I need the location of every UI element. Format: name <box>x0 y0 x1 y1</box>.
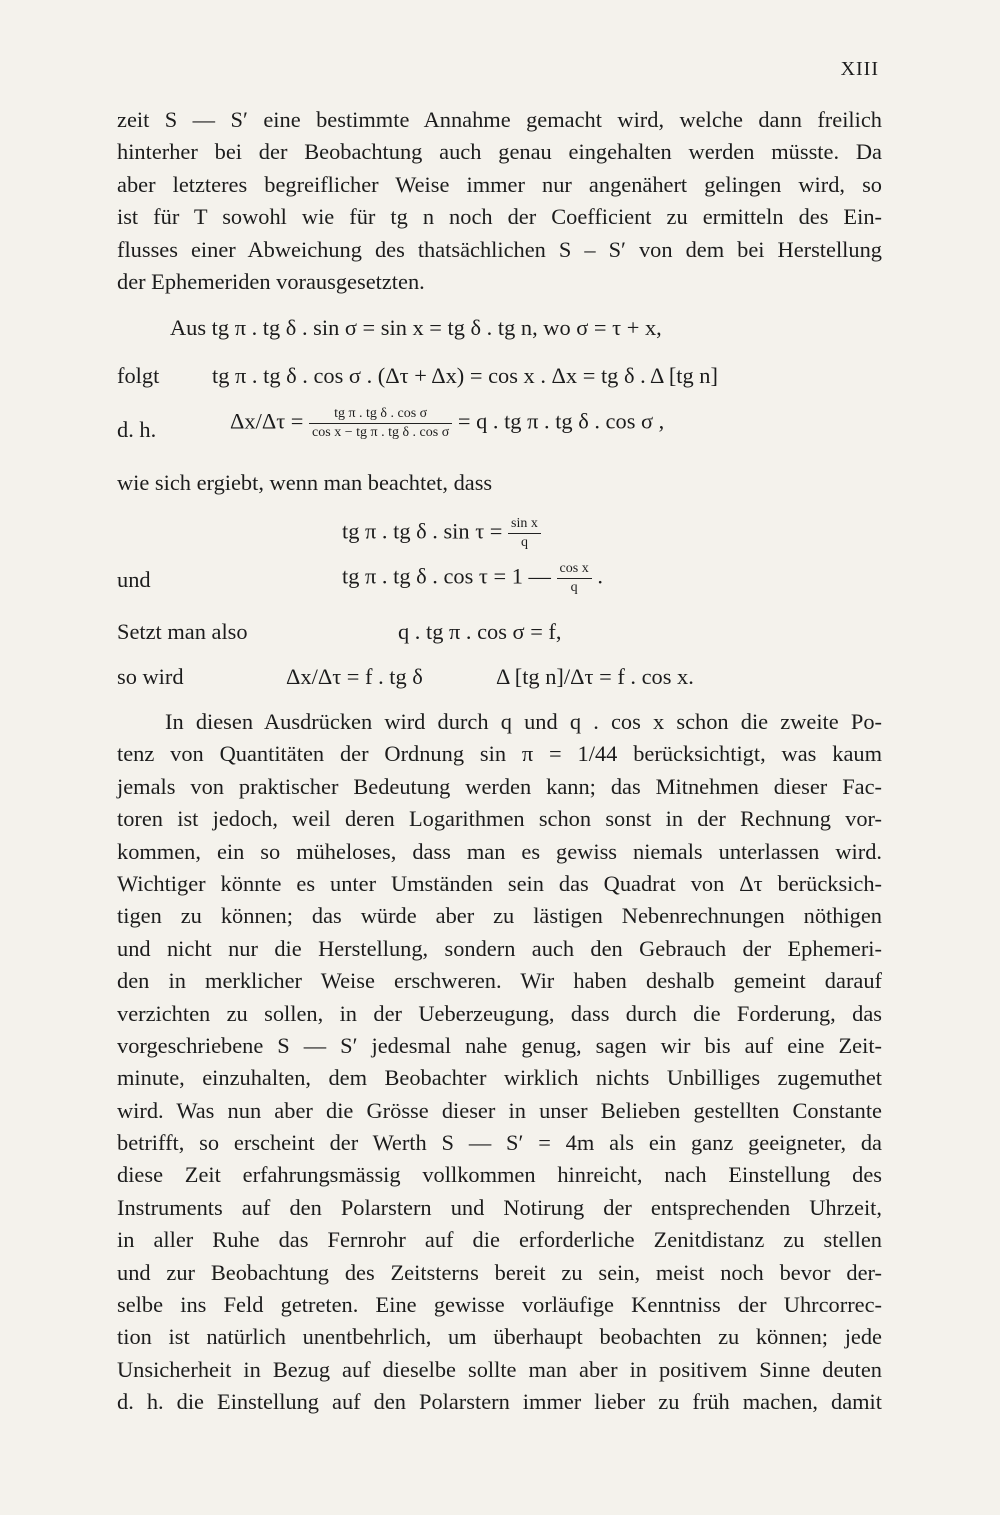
equation-dh-lhs: Δx/Δτ = <box>230 408 304 434</box>
equation-so-2: Δ [tg n]/Δτ = f . cos x. <box>496 664 694 689</box>
text-line: Instruments auf den Polarstern und Notirung der entsprechenden Uhrzeit, <box>117 1194 882 1220</box>
text-line: ist für T sowohl wie für tg n noch der Coefficient zu ermitteln des Ein- <box>117 204 882 230</box>
text-line: jemals von praktischer Bedeutung werden kann; das Mitnehmen dieser Fac- <box>117 773 882 799</box>
equation-cos-numerator: cos x <box>557 560 592 579</box>
text-line: tion ist natürlich unentbehrlich, um überhaupt beobachten zu können; jede <box>117 1324 882 1350</box>
text-line: tigen zu können; das würde aber zu lästigen Nebenrechnungen nöthigen <box>117 903 882 929</box>
equation-sin-lhs: tg π . tg δ . sin τ = <box>342 518 503 544</box>
text-line: in aller Ruhe das Fernrohr auf die erforderliche Zenitdistanz zu stellen <box>117 1227 882 1253</box>
page-number: XIII <box>840 58 879 80</box>
equation-so-1: Δx/Δτ = f . tg δ <box>286 664 423 689</box>
text-line: betrifft, so erscheint der Werth S — S′ = 4m als ein ganz geeigneter, da <box>117 1130 882 1156</box>
equation-dh-numerator: tg π . tg δ . cos σ <box>309 405 452 424</box>
label-setzt: Setzt man also <box>117 619 248 644</box>
equation-dh-rhs: = q . tg π . tg δ . cos σ , <box>457 408 665 434</box>
text-line: und nicht nur die Herstellung, sondern auch den Gebrauch der Ephemeri- <box>117 935 882 961</box>
equation-cos <box>342 560 603 597</box>
text-line: aber letzteres begreiflicher Weise immer nur angenähert gelingen wird, so <box>117 171 882 197</box>
text-line: flusses einer Abweichung des thatsächlichen S – S′ von dem bei Herstellung <box>117 236 882 262</box>
label-und: und <box>117 567 151 592</box>
text-line: den in merklicher Weise erschweren. Wir haben deshalb gemeint darauf <box>117 968 882 994</box>
equation-folgt: tg π . tg δ . cos σ . (Δτ + Δx) = cos x . Δx = tg δ . Δ [tg n] <box>212 363 718 388</box>
label-so-wird: so wird <box>117 664 184 689</box>
text-line: minute, einzuhalten, dem Beobachter wirklich nichts Unbilliges zugemuthet <box>117 1065 882 1091</box>
text-line: toren ist jedoch, weil deren Logarithmen schon sonst in der Rechnung vor- <box>117 806 882 832</box>
equation-cos-denominator: q <box>570 580 578 595</box>
equation-setzt: q . tg π . cos σ = f, <box>398 619 562 644</box>
text-line: der Ephemeriden vorausgesetzten. <box>117 268 425 294</box>
text-line: wird. Was nun aber die Grösse dieser in unser Belieben gestellten Constante <box>117 1097 882 1123</box>
text-line: In diesen Ausdrücken wird durch q und q . cos x schon die zweite Po- <box>165 709 882 734</box>
text-line: hinterher bei der Beobachtung auch genau eingehalten werden müsste. Da <box>117 139 882 165</box>
equation-sin <box>342 515 541 552</box>
text-line: diese Zeit erfahrungsmässig vollkommen hinreicht, nach Einstellung des <box>117 1162 882 1188</box>
equation-aus: Aus tg π . tg δ . sin σ = sin x = tg δ . tg n, wo σ = τ + x, <box>170 315 662 340</box>
equation-dh-fraction <box>309 405 452 442</box>
text-line: Wichtiger könnte es unter Umständen sein das Quadrat von Δτ berücksich- <box>117 870 882 896</box>
text-line: d. h. die Einstellung auf den Polarstern immer lieber zu früh machen, damit <box>117 1389 882 1415</box>
text-line: Unsicherheit in Bezug auf dieselbe sollte man aber in positivem Sinne deuten <box>117 1356 882 1382</box>
text-line: verzichten zu sollen, in der Ueberzeugung, dass durch die Forderung, das <box>117 1000 882 1026</box>
text-line: tenz von Quantitäten der Ordnung sin π = 1/44 berücksichtigt, was kaum <box>117 741 882 767</box>
equation-cos-lhs: tg π . tg δ . cos τ = 1 — <box>342 563 551 589</box>
equation-sin-fraction <box>508 515 541 552</box>
text-line: vorgeschriebene S — S′ jedesmal nahe genug, sagen wir bis auf eine Zeit- <box>117 1032 882 1058</box>
equation-sin-denominator: q <box>520 535 528 550</box>
equation-cos-end: . <box>597 563 603 589</box>
label-dh: d. h. <box>117 417 157 442</box>
text-line: und zur Beobachtung des Zeitsterns bereit zu sein, meist noch bevor der- <box>117 1259 882 1285</box>
equation-dh <box>230 405 664 442</box>
text-line: kommen, ein so müheloses, dass man es gewiss niemals unterlassen wird. <box>117 838 882 864</box>
paragraph-2 <box>117 706 882 1419</box>
label-folgt: folgt <box>117 363 160 388</box>
text-line: zeit S — S′ eine bestimmte Annahme gemacht wird, welche dann freilich <box>117 107 882 132</box>
text-wie: wie sich ergiebt, wenn man beachtet, dass <box>117 470 493 495</box>
paragraph-1 <box>117 104 882 298</box>
equation-sin-numerator: sin x <box>508 515 541 534</box>
equation-cos-fraction <box>557 560 592 597</box>
text-line: selbe ins Feld getreten. Eine gewisse vorläufige Kenntniss der Uhrcorrec- <box>117 1292 882 1318</box>
equation-dh-denominator: cos x − tg π . tg δ . cos σ <box>312 425 450 440</box>
